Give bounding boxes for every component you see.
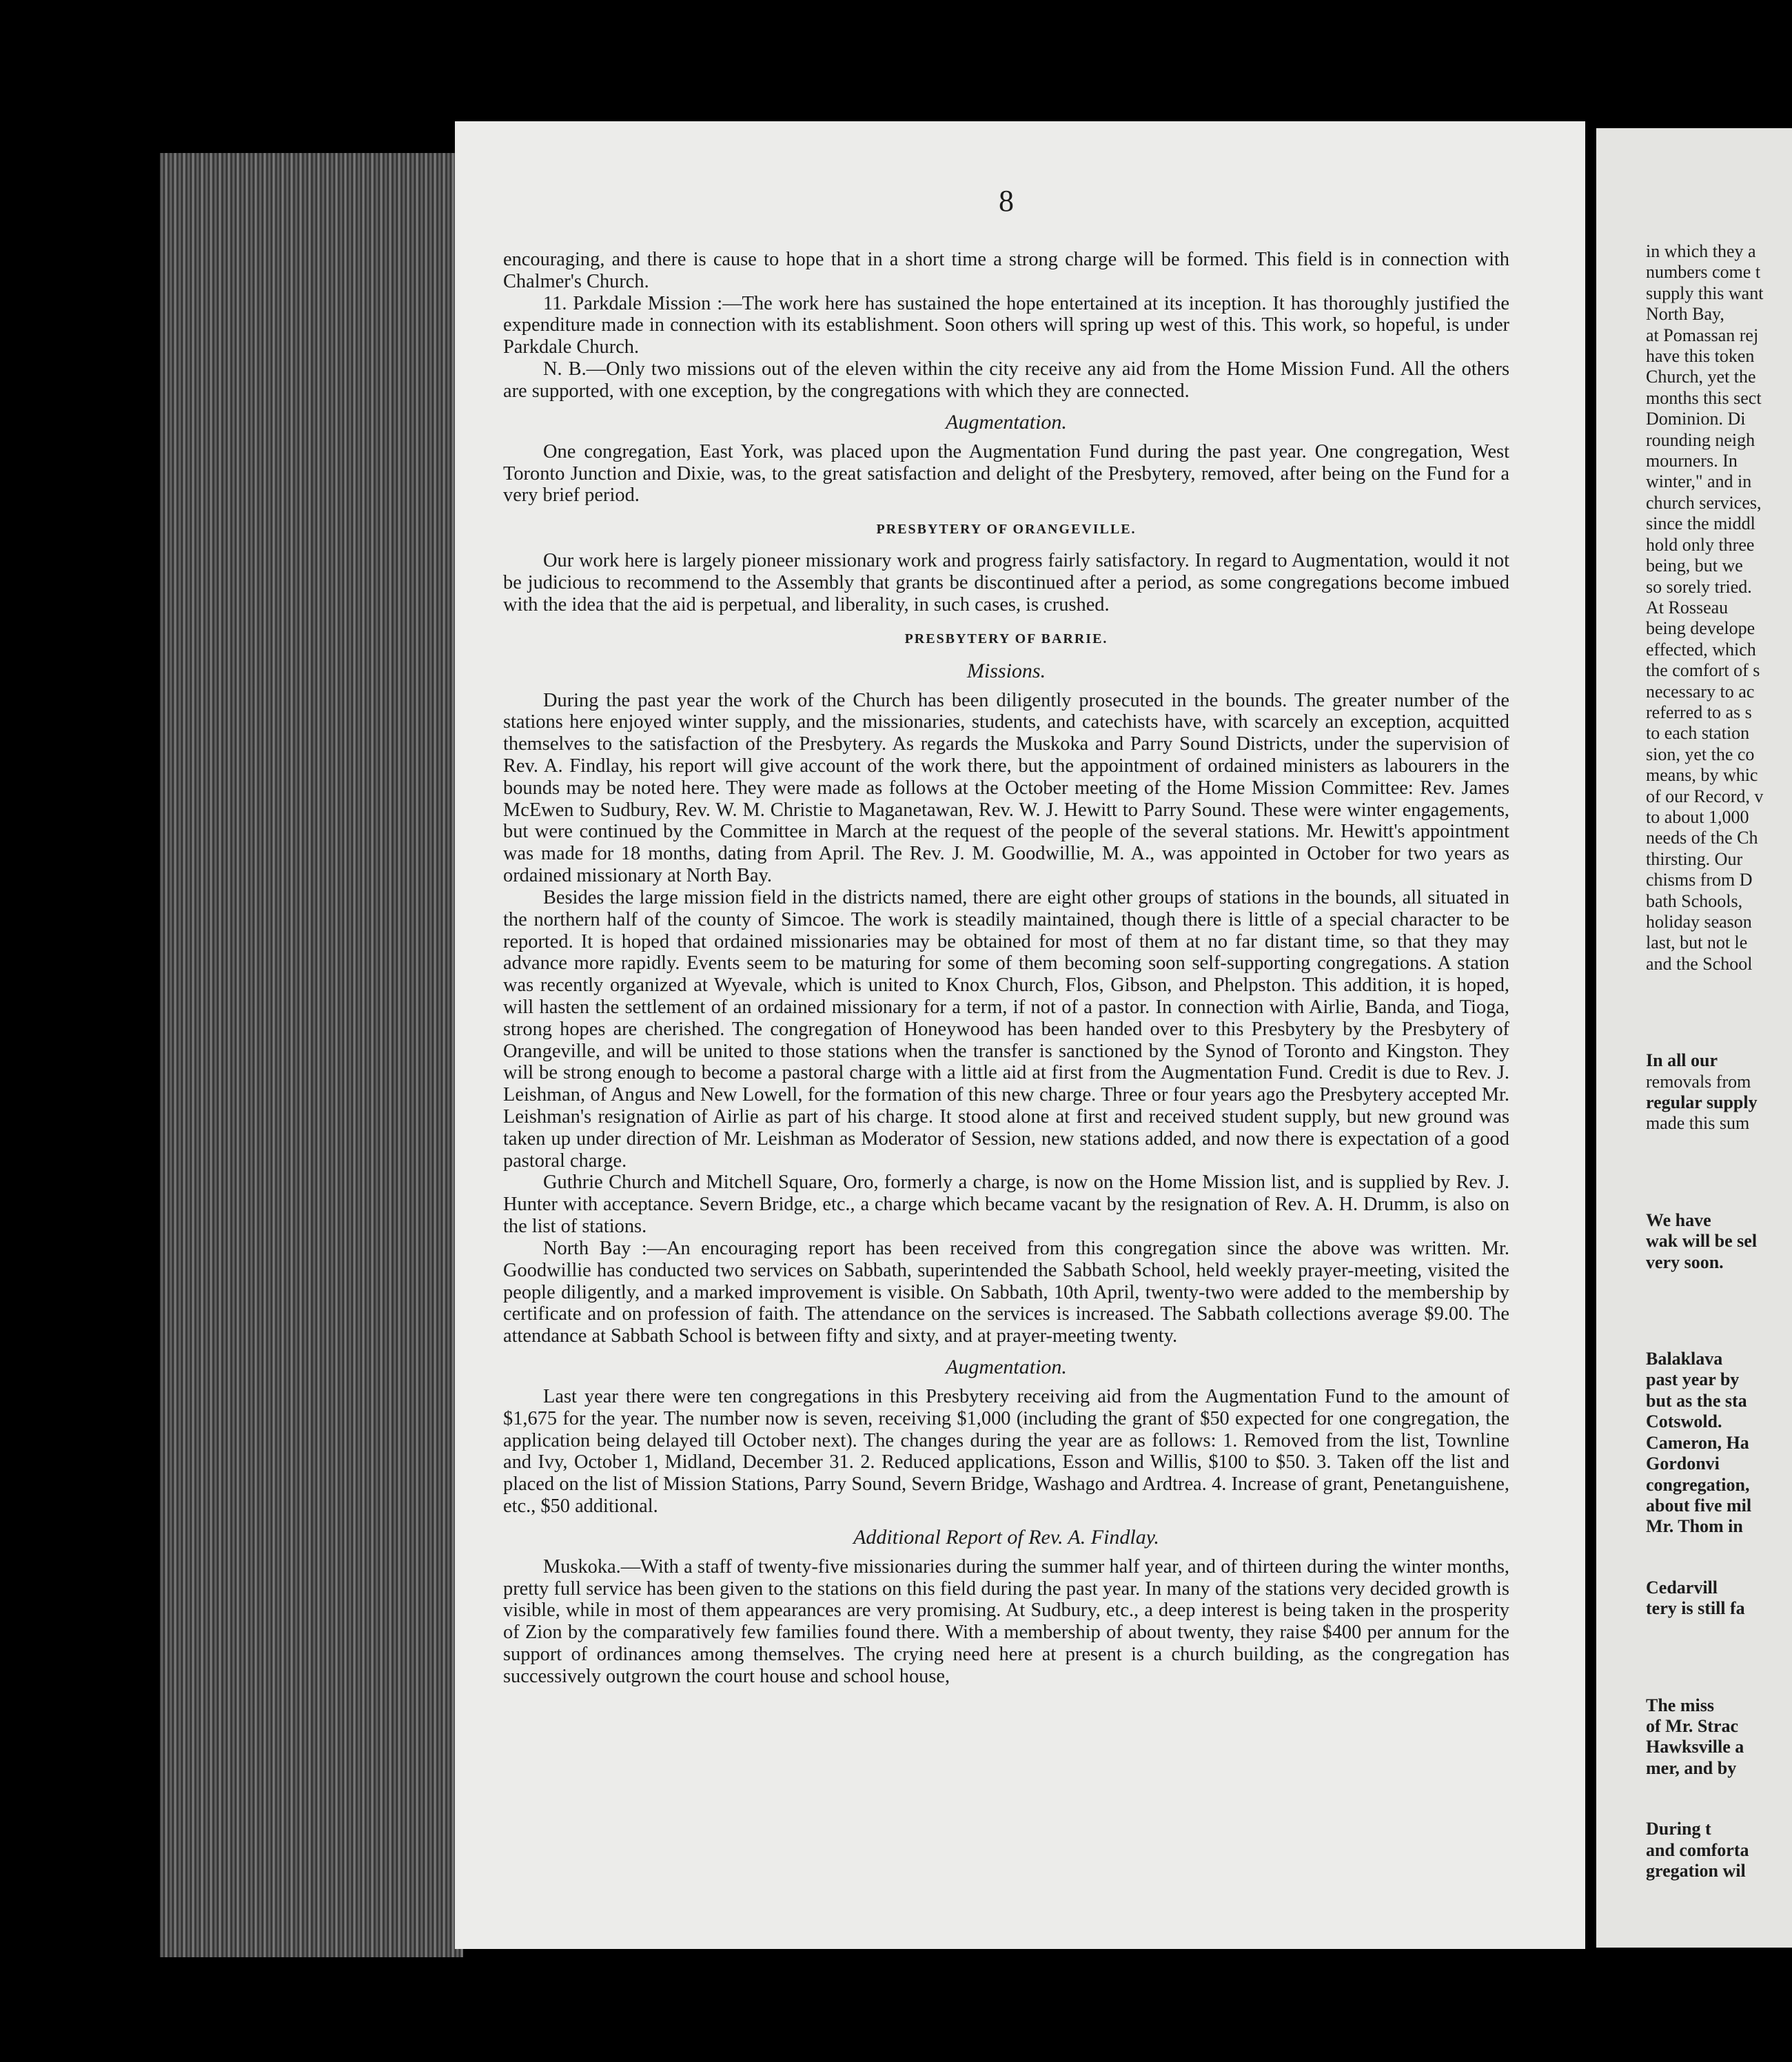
- paragraph: During the past year the work of the Church has been diligently prosecuted in the bounds. The greater number of the stations here enjoyed winter supply, and the missionaries, students, and catechists have, with scarcely an exception, acquitted themselves to the satisfaction of the Presbytery. As regards the Muskoka and Parry Sound Districts, under the supervision of Rev. A. Findlay, his report will give account of the work there, but the appointment of ordained ministers as labourers in the bounds may be noted here. They were made as follows at the October meeting of the Home Mission Committee: Rev. James McEwen to Sudbury, Rev. W. M. Christie to Maganetawan, Rev. W. J. Hewitt to Parry Sound. These were winter engagements, but were continued by the Committee in March at the request of the people of the several stations. Mr. Hewitt's appointment was made for 18 months, dating from April. The Rev. J. M. Goodwillie, M. A., was appointed in October for two years as ordained missionary at North Bay.: [503, 689, 1509, 887]
- paragraph: Guthrie Church and Mitchell Square, Oro, formerly a charge, is now on the Home Mission list, and is supplied by Rev. J. Hunter with acceptance. Severn Bridge, etc., a charge which became vacant by the resignation of Rev. A. H. Drumm, is also on the list of stations.: [503, 1172, 1509, 1238]
- paragraph: N. B.—Only two missions out of the eleven within the city receive any aid from the Home Mission Fund. All the others are supported, with one exception, by the congregations with which they are connected.: [503, 358, 1509, 402]
- right-page-line: about five mil: [1646, 1495, 1752, 1515]
- section-heading: Augmentation.: [946, 410, 1067, 433]
- right-page-line: have this token: [1646, 346, 1755, 367]
- page-content: [503, 183, 1509, 1688]
- right-page-line: mourners. In: [1646, 451, 1738, 471]
- right-page-line: numbers come t: [1646, 262, 1761, 283]
- right-page-line: at Pomassan rej: [1646, 325, 1759, 345]
- right-page-line: being, but we: [1646, 555, 1743, 576]
- line-gap: [1646, 1779, 1792, 1819]
- section-heading: Additional Report of Rev. A. Findlay.: [853, 1525, 1159, 1549]
- right-page-line: In all our: [1646, 1050, 1718, 1071]
- right-page-line: hold only three: [1646, 534, 1755, 555]
- right-page-line: regular supply: [1646, 1092, 1758, 1113]
- right-page-line: Gordonvi: [1646, 1453, 1720, 1474]
- right-page-line: made this sum: [1646, 1113, 1750, 1134]
- right-page-line: Cedarvill: [1646, 1577, 1718, 1597]
- line-gap: [1646, 1538, 1792, 1578]
- right-page-line: so sorely tried.: [1646, 576, 1752, 597]
- line-gap: [1646, 974, 1792, 1050]
- right-page-line: church services,: [1646, 492, 1762, 513]
- paragraph: Our work here is largely pioneer missionary work and progress fairly satisfactory. In regard to Augmentation, would it not be judicious to recommend to the Assembly that grants be discontinued after a period, as some congregations become imbued with the idea that the aid is perpetual, and liberality, in such cases, is crushed.: [503, 550, 1509, 615]
- paragraph: Besides the large mission field in the districts named, there are eight other groups of stations in the bounds, all situated in the northern half of the county of Simcoe. The work is steadily maintained, though there is little of a special character to be reported. It is hoped that ordained missionaries may be obtained for most of them at no far distant time, so that they may advance more rapidly. Events seem to be maturing for some of them becoming soon self-supporting congregations. A station was recently organized at Wyevale, which is united to Knox Church, Flos, Gibson, and Phelpston. This addition, it is hoped, will hasten the settlement of an ordained missionary for a term, if not of a pastor. In connection with Airlie, Banda, and Tioga, strong hopes are cherished. The congregation of Honeywood has been handed over to this Presbytery by the Presbytery of Orangeville, and will be united to those stations when the transfer is sanctioned by the Synod of Toronto and Kingston. They will be strong enough to become a pastoral charge with a little aid at first from the Augmentation Fund. Credit is due to Rev. J. Leishman, of Angus and New Lowell, for the formation of this new charge. Three or four years ago the Presbytery accepted Mr. Leishman's resignation of Airlie as part of his charge. It stood alone at first and received student supply, but new ground was taken up under direction of Mr. Leishman as Moderator of Session, new stations added, and now there is expectation of a good pastoral charge.: [503, 886, 1509, 1172]
- right-page-fragment: [1596, 128, 1792, 1948]
- right-page-line: very soon.: [1646, 1252, 1724, 1272]
- right-page-line: effected, which: [1646, 639, 1756, 660]
- paragraph: Muskoka.—With a staff of twenty-five missionaries during the summer half year, and of thirteen during the winter months, pretty full service has been given to the stations on this field during the past year. In many of the stations very decided growth is visible, while in most of them appearances are very promising. At Sudbury, etc., a deep interest is being taken in the prosperity of Zion by the comparatively few families found there. With a membership of about twenty, they raise $400 per annum for the support of ordinances among themselves. The crying need here at present is a church building, as the congregation has successively outgrown the court house and school house,: [503, 1555, 1509, 1687]
- paragraph: North Bay :—An encouraging report has been received from this congregation since the above was written. Mr. Goodwillie has conducted two services on Sabbath, superintended the Sabbath School, held weekly prayer-meeting, visited the people diligently, and a marked improvement is visible. On Sabbath, 10th April, twenty-two were added to the membership by certificate and on profession of faith. The attendance on the services is increased. The Sabbath collections average $9.00. The attendance at Sabbath School is between fifty and sixty, and at prayer-meeting twenty.: [503, 1237, 1509, 1347]
- right-page-line: past year by: [1646, 1369, 1740, 1390]
- right-page-line: We have: [1646, 1209, 1711, 1230]
- right-page-line: North Bay,: [1646, 304, 1724, 325]
- right-page-line: Cameron, Ha: [1646, 1432, 1749, 1453]
- right-page-line: months this sect: [1646, 387, 1762, 408]
- right-page-line: but as the sta: [1646, 1390, 1747, 1411]
- right-page-line: rounding neigh: [1646, 429, 1755, 450]
- right-page-line: congregation,: [1646, 1474, 1750, 1495]
- right-page-line: necessary to ac: [1646, 681, 1755, 702]
- right-page-line: last, but not le: [1646, 932, 1748, 953]
- right-page-line: since the middl: [1646, 513, 1755, 534]
- right-page-line: Hawksville a: [1646, 1737, 1744, 1757]
- line-gap: [1646, 1273, 1792, 1349]
- presbytery-heading: PRESBYTERY OF BARRIE.: [904, 631, 1108, 646]
- right-page-line: sion, yet the co: [1646, 744, 1755, 764]
- right-page-line: During t: [1646, 1819, 1711, 1839]
- paragraph: Last year there were ten congregations in this Presbytery receiving aid from the Augmentation Fund to the amount of $1,675 for the year. The number now is seven, receiving $1,000 (including the grant of $50 expected for one congregation, the application being delayed till October next). The changes during the year are as follows: 1. Removed from the list, Townline and Ivy, October 1, Midland, December 31. 2. Reduced applications, Esson and Willis, $100 to $50. 3. Taken off the list and placed on the list of Mission Stations, Parry Sound, Severn Bridge, Washago and Ardtrea. 4. Increase of grant, Penetanguishene, etc., $50 additional.: [503, 1385, 1509, 1517]
- presbytery-heading: PRESBYTERY OF ORANGEVILLE.: [876, 522, 1137, 538]
- right-page-line: chisms from D: [1646, 870, 1753, 890]
- right-page-line: means, by whic: [1646, 765, 1758, 786]
- paragraph: One congregation, East York, was placed upon the Augmentation Fund during the past year. One congregation, West Toronto Junction and Dixie, was, to the great satisfaction and delight of the Presbytery, removed, after being on the Fund for a very brief period.: [503, 440, 1509, 507]
- right-page-line: holiday season: [1646, 912, 1752, 932]
- right-page-line: to each station: [1646, 723, 1750, 744]
- left-page: [455, 121, 1585, 1949]
- right-page-line: to about 1,000: [1646, 806, 1749, 827]
- line-gap: [1646, 1620, 1792, 1695]
- page-number: 8: [999, 184, 1014, 218]
- paragraph: 11. Parkdale Mission :—The work here has sustained the hope entertained at its inception. It has thoroughly justified the expenditure made in connection with its establishment. Soon others will spring up west of this. This work, so hopeful, is under Parkdale Church.: [503, 292, 1509, 358]
- right-page-line: winter," and in: [1646, 471, 1752, 492]
- right-page-line: Dominion. Di: [1646, 409, 1746, 429]
- right-page-line: of Mr. Strac: [1646, 1715, 1739, 1736]
- right-page-line: Church, yet the: [1646, 367, 1756, 387]
- right-page-line: The miss: [1646, 1695, 1714, 1715]
- book-page-edges: [160, 153, 463, 1957]
- right-page-line: Mr. Thom in: [1646, 1516, 1743, 1537]
- right-page-line: removals from: [1646, 1071, 1751, 1092]
- right-page-line: being develope: [1646, 618, 1755, 639]
- right-page-line: and comforta: [1646, 1839, 1749, 1860]
- text-blocks: [503, 249, 1509, 1688]
- right-page-line: gregation wil: [1646, 1860, 1746, 1881]
- section-heading: Missions.: [966, 659, 1046, 682]
- right-page-line: needs of the Ch: [1646, 828, 1758, 848]
- right-page-line: thirsting. Our: [1646, 848, 1743, 869]
- right-page-line: of our Record, v: [1646, 786, 1764, 806]
- right-page-line: At Rosseau: [1646, 597, 1729, 617]
- right-page-line: mer, and by: [1646, 1757, 1737, 1778]
- line-gap: [1646, 1134, 1792, 1210]
- right-page-line: and the School: [1646, 953, 1753, 974]
- right-page-line: supply this want: [1646, 283, 1764, 303]
- right-page-line: tery is still fa: [1646, 1598, 1745, 1619]
- right-page-line: wak will be sel: [1646, 1231, 1758, 1252]
- right-page-line: referred to as s: [1646, 702, 1752, 722]
- section-heading: Augmentation.: [946, 1355, 1067, 1378]
- right-page-line: in which they a: [1646, 241, 1756, 261]
- paragraph: encouraging, and there is cause to hope that in a short time a strong charge will be formed. This field is in connection with Chalmer's Church.: [503, 249, 1509, 292]
- right-page-line: Balaklava: [1646, 1349, 1723, 1369]
- right-page-line: bath Schools,: [1646, 890, 1743, 911]
- right-page-line: Cotswold.: [1646, 1411, 1722, 1432]
- right-page-line: the comfort of s: [1646, 660, 1760, 681]
